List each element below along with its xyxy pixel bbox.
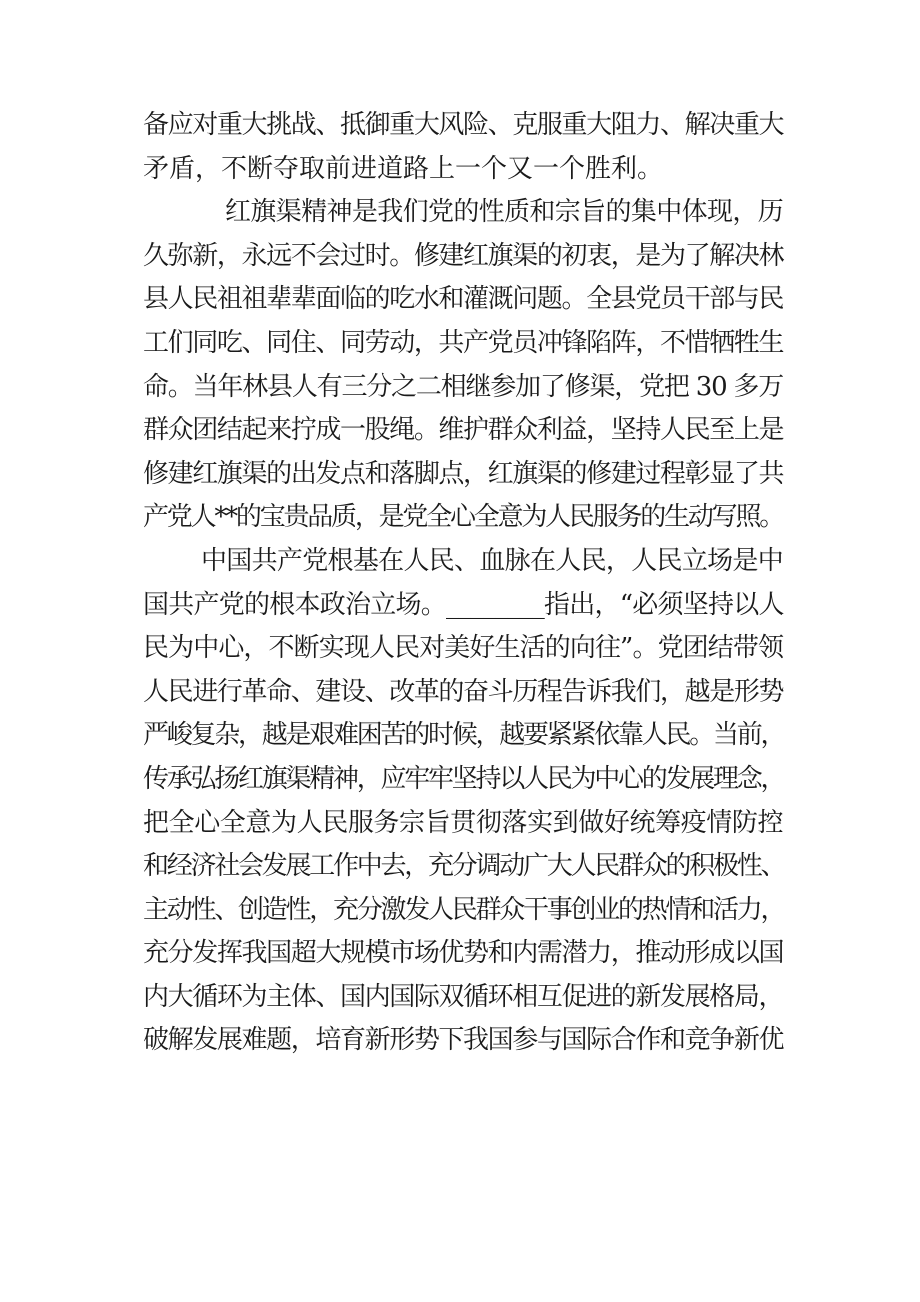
text-line: 产党人**的宝贵品质，是党全心全意为人民服务的生动写照。 (143, 502, 783, 533)
text-line: 民为中心，不断实现人民对美好生活的向往”。党团结带领 (143, 633, 783, 664)
text-line: 把全心全意为人民服务宗旨贯彻落实到做好统筹疫情防控 (143, 807, 783, 838)
text-line: 人民进行革命、建设、改革的奋斗历程告诉我们，越是形势 (143, 676, 783, 707)
paragraph-1 (143, 104, 783, 191)
text-line: 主动性、创造性，充分激发人民群众干事创业的热情和活力， (143, 894, 785, 925)
text-line: 传承弘扬红旗渠精神，应牢牢坚持以人民为中心的发展理念， (143, 763, 785, 794)
text-line: 群众团结起来拧成一股绳。维护群众利益，坚持人民至上是 (143, 415, 783, 446)
text-line: 国共产党的根本政治立场。________指出，“必须坚持以人 (143, 589, 784, 620)
text-line: 破解发展难题，培育新形势下我国参与国际合作和竞争新优 (143, 1025, 783, 1056)
document-body (143, 104, 783, 1063)
text-line: 工们同吃、同住、同劳动，共产党员冲锋陷阵，不惜牺牲生 (143, 327, 783, 358)
paragraph-2 (143, 191, 783, 540)
text-line: 命。当年林县人有三分之二相继参加了修渠，党把 30 多万 (143, 371, 783, 402)
text-line: 中国共产党根基在人民、血脉在人民，人民立场是中 (201, 545, 783, 576)
text-line: 和经济社会发展工作中去，充分调动广大人民群众的积极性、 (143, 851, 785, 882)
text-line: 县人民祖祖辈辈面临的吃水和灌溉问题。全县党员干部与民 (143, 284, 783, 315)
text-line: 严峻复杂，越是艰难困苦的时候，越要紧紧依靠人民。当前， (143, 720, 785, 751)
text-line: 充分发挥我国超大规模市场优势和内需潜力，推动形成以国 (143, 938, 783, 969)
text-line: 修建红旗渠的出发点和落脚点，红旗渠的修建过程彰显了共 (143, 458, 783, 489)
text-line: 内大循环为主体、国内国际双循环相互促进的新发展格局， (143, 981, 783, 1012)
text-line: 久弥新，永远不会过时。修建红旗渠的初衷，是为了解决林 (143, 240, 783, 271)
text-line: 备应对重大挑战、抵御重大风险、克服重大阻力、解决重大 (143, 110, 783, 140)
paragraph-3 (143, 540, 783, 1063)
text-line: 矛盾，不断夺取前进道路上一个又一个胜利。 (143, 153, 664, 184)
text-line: 红旗渠精神是我们党的性质和宗旨的集中体现，历 (225, 197, 783, 228)
